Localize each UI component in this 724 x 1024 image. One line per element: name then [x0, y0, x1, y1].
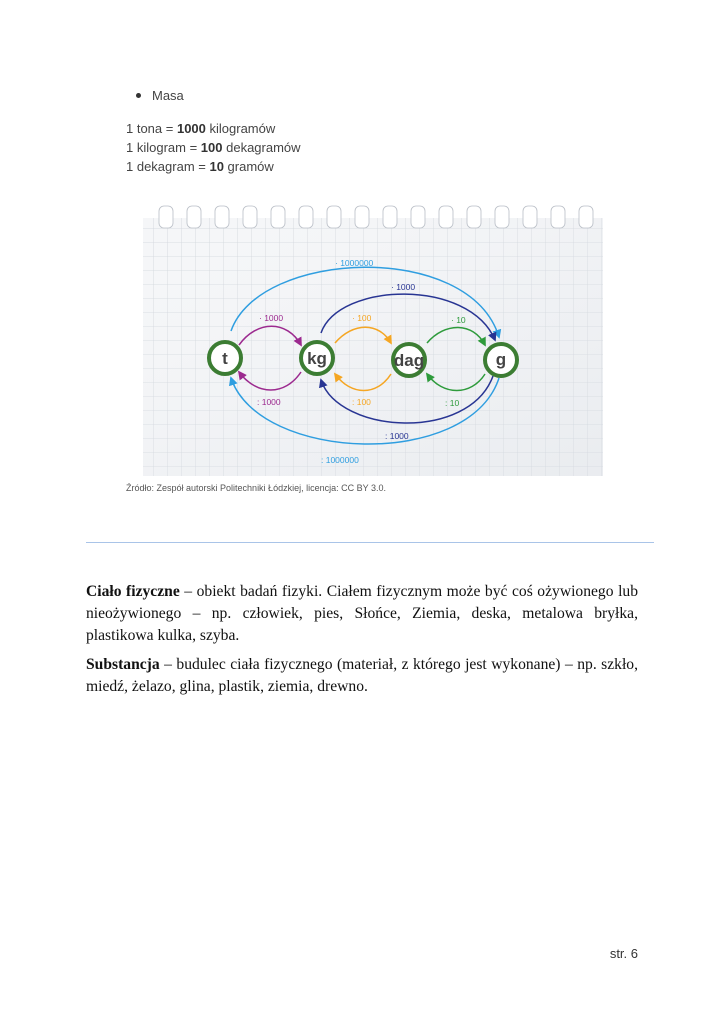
definition-text: – obiekt badań fizyki. Ciałem fizycznym może być coś ożywionego lub nieożywionego – np. człowiek, pies, Słońce, Ziemia, deska, metalowa bryłka, plastikowa kulka, szyba.	[86, 583, 638, 644]
definition-physical-body	[86, 581, 638, 647]
mass-bullet-label: Masa	[152, 88, 184, 103]
conversion-line: 1 dekagram = 10 gramów	[126, 159, 274, 174]
label-t-g-div: : 1000000	[321, 455, 359, 465]
definition-substance	[86, 654, 638, 698]
definition-term: Substancja	[86, 656, 160, 673]
unit-node-g	[485, 344, 517, 376]
label-kg-g-div: : 1000	[385, 431, 409, 441]
page-number: str. 6	[609, 946, 638, 961]
definition-term: Ciało fizyczne	[86, 583, 180, 600]
label-t-g-mul: · 1000000	[335, 258, 374, 268]
mass-bullet	[136, 88, 184, 103]
unit-node-kg	[301, 342, 333, 374]
figure-caption: Źródło: Zespół autorski Politechniki Łódzkiej, licencja: CC BY 3.0.	[126, 483, 386, 493]
conversion-line: 1 kilogram = 100 dekagramów	[126, 140, 301, 155]
unit-node-dag	[393, 344, 425, 376]
label-t-kg-div: : 1000	[257, 397, 281, 407]
svg-text:dag: dag	[393, 351, 425, 370]
label-kg-g-mul: · 1000	[391, 282, 416, 292]
mass-units-diagram	[139, 200, 609, 480]
conversion-line: 1 tona = 1000 kilogramów	[126, 121, 276, 136]
label-dag-g-div: : 10	[445, 398, 460, 408]
label-t-kg-mul: · 1000	[259, 313, 284, 323]
section-divider	[86, 542, 654, 543]
bullet-icon	[136, 93, 141, 98]
svg-text:t: t	[222, 349, 228, 368]
label-kg-dag-mul: · 100	[352, 313, 372, 323]
unit-node-t	[209, 342, 241, 374]
svg-text:kg: kg	[307, 349, 327, 368]
label-dag-g-mul: · 10	[451, 315, 466, 325]
label-kg-dag-div: : 100	[352, 397, 371, 407]
definition-text: – budulec ciała fizycznego (materiał, z którego jest wykonane) – np. szkło, miedź, żelazo, glina, plastik, ziemia, drewno.	[86, 656, 638, 695]
svg-text:g: g	[495, 350, 507, 369]
